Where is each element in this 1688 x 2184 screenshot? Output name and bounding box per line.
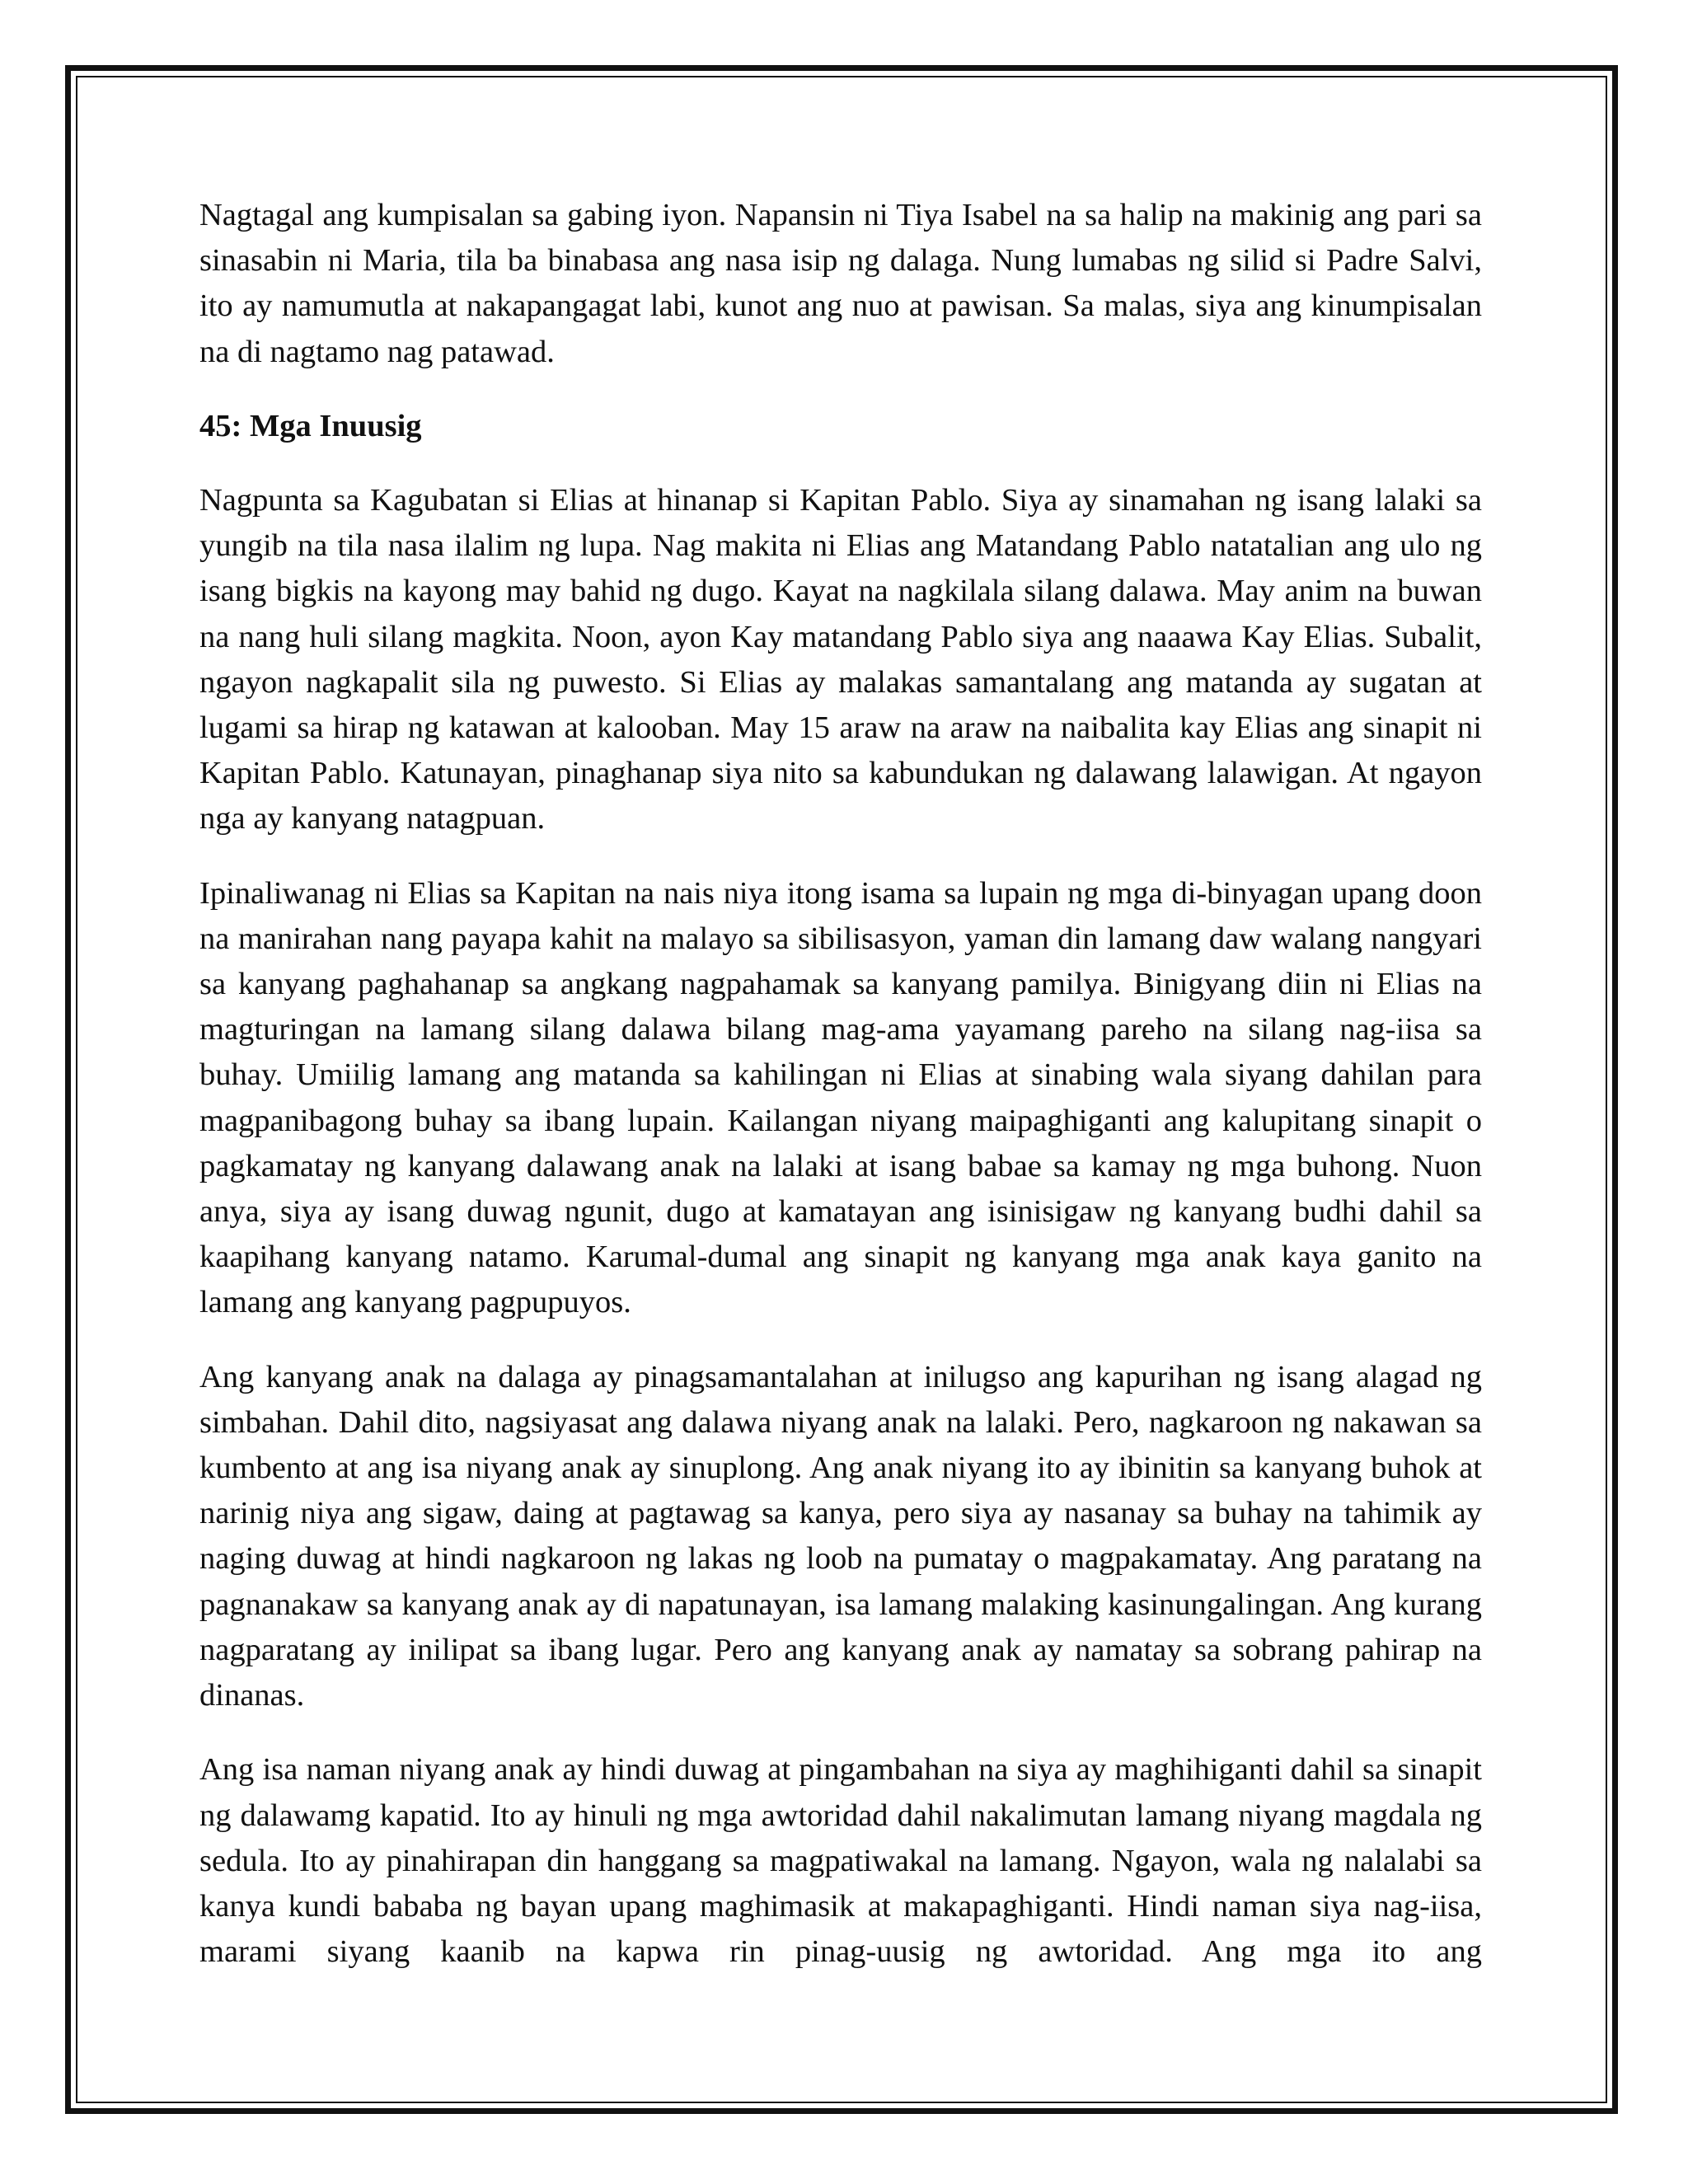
page-content (199, 193, 1482, 1975)
paragraph-elias-search: Nagpunta sa Kagubatan si Elias at hinanap si Kapitan Pablo. Siya ay sinamahan ng isang lalaki sa yungib na tila nasa ilalim ng lupa. Nag makita ni Elias ang Matandang Pablo natatalian ang ulo ng isang bigkis na kayong may bahid ng dugo. Kayat na nagkilala silang dalawa. May anim na buwan na nang huli silang magkita. Noon, ayon Kay matandang Pablo siya ang naaawa Kay Elias. Subalit, ngayon nagkapalit sila ng puwesto. Si Elias ay malakas samantalang ang matanda ay sugatan at lugami sa hirap ng katawan at kalooban. May 15 araw na araw na naibalita kay Elias ang sinapit ni Kapitan Pablo. Katunayan, pinaghanap siya nito sa kabundukan ng dalawang lalawigan. At ngayon nga ay kanyang natagpuan. (199, 483, 1482, 837)
paragraph-other-son: Ang isa naman niyang anak ay hindi duwag at pingambahan na siya ay maghihiganti dahil sa sinapit ng dalawamg kapatid. Ito ay hinuli ng mga awtoridad dahil nakalimutan lamang niyang magdala ng sedula. Ito ay pinahirapan din hanggang sa magpatiwakal na lamang. Ngayon, wala ng nalalabi sa kanya kundi bababa ng bayan upang maghimasik at makapaghiganti. Hindi naman siya nag-iisa, marami siyang kaanib na kapwa rin pinag-uusig ng awtoridad. Ang mga ito ang (199, 1752, 1482, 1970)
paragraph-confession: Nagtagal ang kumpisalan sa gabing iyon. Napansin ni Tiya Isabel na sa halip na makinig ang pari sa sinasabin ni Maria, tila ba binabasa ang nasa isip ng dalaga. Nung lumabas ng silid si Padre Salvi, ito ay namumutla at nakapangagat labi, kunot ang nuo at pawisan. Sa malas, siya ang kinumpisalan na di nagtamo nag patawad. (199, 198, 1482, 369)
chapter-heading: 45: Mga Inuusig (199, 408, 422, 443)
paragraph-elias-explains: Ipinaliwanag ni Elias sa Kapitan na nais niya itong isama sa lupain ng mga di-binyagan upang doon na manirahan nang payapa kahit na malayo sa sibilisasyon, yaman din lamang daw walang nangyari sa kanyang paghahanap sa angkang nagpahamak sa kanyang pamilya. Binigyang diin ni Elias na magturingan na lamang silang dalawa bilang mag-ama yayamang pareho na silang nag-iisa sa buhay. Umiilig lamang ang matanda sa kahilingan ni Elias at sinabing wala siyang dahilan para magpanibagong buhay sa ibang lupain. Kailangan niyang maipaghiganti ang kalupitang sinapit o pagkamatay ng kanyang dalawang anak na lalaki at isang babae sa kamay ng mga buhong. Nuon anya, siya ay isang duwag ngunit, dugo at kamatayan ang isinisigaw ng kanyang budhi dahil sa kaapihang kanyang natamo. Karumal-dumal ang sinapit ng kanyang mga anak kaya ganito na lamang ang kanyang pagpupuyos. (199, 875, 1482, 1320)
paragraph-daughter: Ang kanyang anak na dalaga ay pinagsamantalahan at inilugso ang kapurihan ng isang alagad ng simbahan. Dahil dito, nagsiyasat ang dalawa niyang anak na lalaki. Pero, nagkaroon ng nakawan sa kumbento at ang isa niyang anak ay sinuplong. Ang anak niyang ito ay ibinitin sa kanyang buhok at narinig niya ang sigaw, daing at pagtawag sa kanya, pero siya ay nasanay sa buhay na tahimik ay naging duwag at hindi nagkaroon ng lakas ng loob na pumatay o magpakamatay. Ang paratang na pagnanakaw sa kanyang anak ay di napatunayan, isa lamang malaking kasinungalingan. Ang kurang nagparatang ay inilipat sa ibang lugar. Pero ang kanyang anak ay namatay sa sobrang pahirap na dinanas. (199, 1359, 1482, 1713)
